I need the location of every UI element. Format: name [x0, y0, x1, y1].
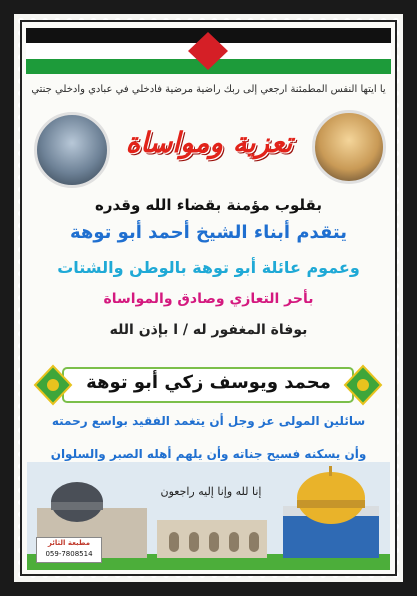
clan-line: وعموم عائلة أبو توهة بالوطن والشتات	[57, 258, 360, 277]
deceased-photo	[312, 110, 386, 184]
prayer-line-2: وأن يسكنه فسيح جناته وأن يلهم أهله الصبر والسلوان	[50, 447, 367, 461]
quran-verse-top: يا أيتها النفس المطمئنة ارجعي إلى ربك راضية مرضية فادخلي في عبادي وادخلي جنتي	[31, 84, 386, 95]
prayer-line-1: سائلين المولى عز وجل أن يتغمد الفقيد بواسع رحمته	[51, 414, 366, 428]
condolence-line: بأحر التعازي وصادق والمواساة	[103, 291, 314, 307]
quran-verse-bottom: إنا لله وإنا إليه راجعون	[160, 485, 262, 498]
deceased-name: محمد ويوسف زكي أبو توهة	[86, 372, 331, 393]
family-line: يتقدم أبناء الشيخ أحمد أبو توهة	[69, 222, 348, 243]
headline: تعزية ومواساة	[125, 126, 293, 159]
deceased-intro-line: بوفاة المغفور له / ا بإذن الله	[109, 322, 308, 338]
leaders-photo	[34, 112, 110, 188]
printer-name: مطبعة الثائر	[47, 539, 91, 547]
palestine-flag-icon	[26, 28, 391, 74]
printer-phone: 059-7808514	[45, 550, 93, 558]
intro-line: بقلوب مؤمنة بقضاء الله وقدره	[95, 196, 322, 214]
printer-stamp	[36, 537, 102, 563]
